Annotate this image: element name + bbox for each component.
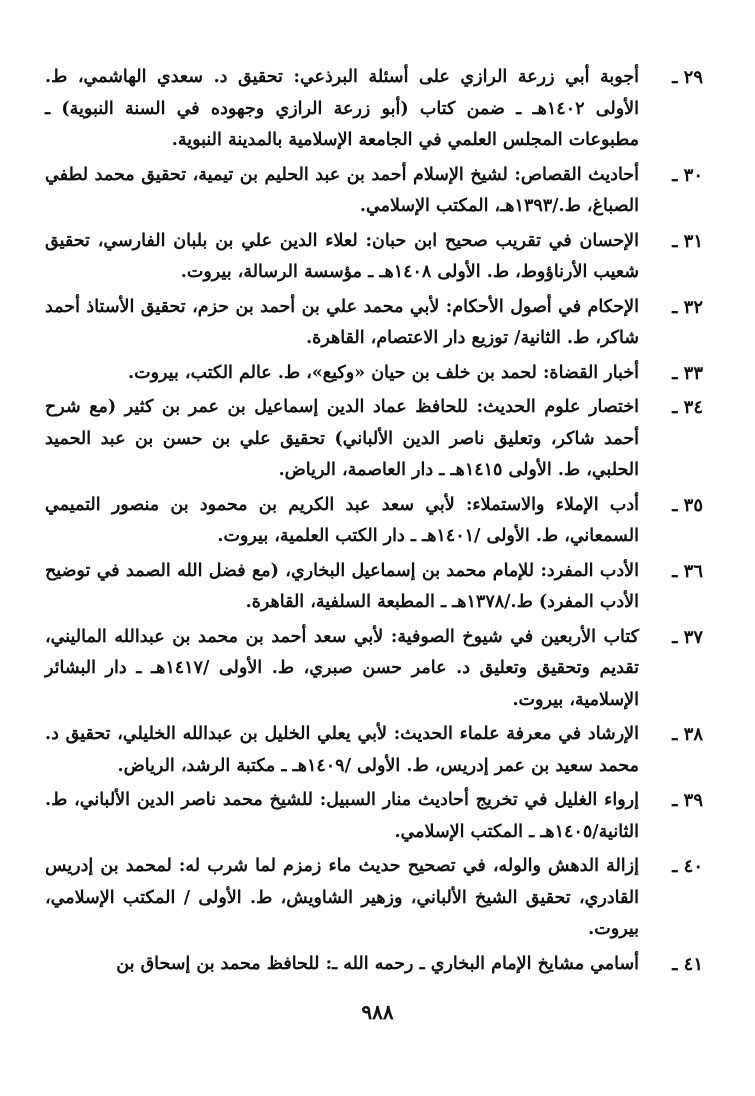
bibliography-entry-38 xyxy=(45,719,703,782)
bibliography-entry-40 xyxy=(45,851,703,946)
bibliography-entry-37 xyxy=(45,622,703,717)
entry-text: أحاديث القصاص: لشيخ الإسلام أحمد بن عبد الحليم بن تيمية، تحقيق محمد لطفي الصباغ، ط./١٣٩٣هـ، المكتب الإسلامي. xyxy=(45,164,639,216)
entry-number: ٣٦ ـ xyxy=(672,560,703,582)
bibliography-entry-33 xyxy=(45,358,703,390)
entry-text: إرواء الغليل في تخريج أحاديث منار السبيل: للشيخ محمد ناصر الدين الألباني، ط. الثانية/١٤٠٥هـ ـ المكتب الإسلامي. xyxy=(45,790,639,842)
entry-number: ٣٠ ـ xyxy=(672,164,703,186)
bibliography-entry-39 xyxy=(45,785,703,848)
bibliography-entry-31 xyxy=(45,226,703,289)
bibliography-entry-41 xyxy=(45,949,703,981)
entry-number: ٣٥ ـ xyxy=(672,494,703,516)
entry-text: الإحكام في أصول الأحكام: لأبي محمد علي بن أحمد بن حزم، تحقيق الأستاذ أحمد شاكر، ط. الثانية/ توزيع دار الاعتصام، القاهرة. xyxy=(45,296,639,348)
entry-number: ٢٩ ـ xyxy=(672,67,703,88)
entry-text: أخبار القضاة: لحمد بن خلف بن حيان «وكيع»، ط. عالم الكتب، بيروت. xyxy=(128,362,639,383)
entry-text: الإحسان في تقريب صحيح ابن حبان: لعلاء الدين علي بن بلبان الفارسي، تحقيق شعيب الأرناؤوط، ط. الأولى ١٤٠٨هـ ـ مؤسسة الرسالة، بيروت. xyxy=(45,230,639,282)
entry-text: كتاب الأربعين في شيوخ الصوفية: لأبي سعد أحمد بن محمد بن عبدالله الماليني، تقديم وتحقيق وتعليق د. عامر حسن صبري، ط. الأولى /١٤١٧هـ ـ دار البشائر الإسلامية، بيروت. xyxy=(45,626,640,710)
bibliography-entry-35 xyxy=(45,490,703,553)
entry-number: ٣١ ـ xyxy=(672,230,703,252)
bibliography-entry-29 xyxy=(45,62,703,157)
entry-number: ٤١ ـ xyxy=(672,953,703,975)
entry-text: أسامي مشايخ الإمام البخاري ـ رحمه الله ـ: للحافظ محمد بن إسحاق بن xyxy=(116,953,639,974)
entry-number: ٤٠ ـ xyxy=(672,856,703,877)
page-number: ٩٨٨ xyxy=(361,1000,394,1024)
entry-number: ٣٤ ـ xyxy=(672,397,703,418)
entry-text: الإرشاد في معرفة علماء الحديث: لأبي يعلي الخليل بن عبدالله الخليلي، تحقيق د. محمد سعيد بن عمر إدريس، ط. الأولى /١٤٠٩هـ ـ مكتبة الرشد، الرياض. xyxy=(45,724,639,776)
bibliography-entry-36 xyxy=(45,556,703,619)
entry-text: الأدب المفرد: للإمام محمد بن إسماعيل البخاري، (مع فضل الله الصمد في توضيح الأدب المفرد) ط./١٣٧٨هـ ـ المطبعة السلفية، القاهرة. xyxy=(45,560,639,612)
bibliography-entry-30 xyxy=(45,160,703,223)
entry-text: أدب الإملاء والاستملاء: لأبي سعد عبد الكريم بن محمود بن منصور التميمي السمعاني، ط. الأولى /١٤٠١هـ ـ دار الكتب العلمية، بيروت. xyxy=(45,494,639,546)
entry-number: ٣٢ ـ xyxy=(672,296,703,318)
bibliography-page xyxy=(45,62,703,983)
entry-number: ٣٣ ـ xyxy=(672,362,703,384)
entry-number: ٣٧ ـ xyxy=(672,626,703,648)
entry-number: ٣٨ ـ xyxy=(672,724,703,745)
entry-number: ٣٩ ـ xyxy=(672,790,703,811)
entry-text: أجوبة أبي زرعة الرازي على أسئلة البرذعي: تحقيق د. سعدي الهاشمي، ط. الأولى ١٤٠٢هـ ـ ضمن كتاب (أبو زرعة الرازي وجهوده في السنة النبوية) ـ مطبوعات المجلس العلمي في الجامعة الإسلامية بالمدينة النبوية. xyxy=(45,67,639,150)
entry-text: إزالة الدهش والوله، في تصحيح حديث ماء زمزم لما شرب له: لمحمد بن إدريس القادري، تحقيق الشيخ الألباني، وزهير الشاويش، ط. الأولى / المكتب الإسلامي، بيروت. xyxy=(45,856,639,939)
bibliography-entry-34 xyxy=(45,392,703,487)
entry-text: اختصار علوم الحديث: للحافظ عماد الدين إسماعيل بن عمر بن كثير (مع شرح أحمد شاكر، وتعليق ناصر الدين الألباني) تحقيق علي بن حسن بن عبد الحميد الحلبي، ط. الأولى ١٤١٥هـ ـ دار العاصمة، الرياض. xyxy=(45,397,639,480)
bibliography-entry-32 xyxy=(45,292,703,355)
